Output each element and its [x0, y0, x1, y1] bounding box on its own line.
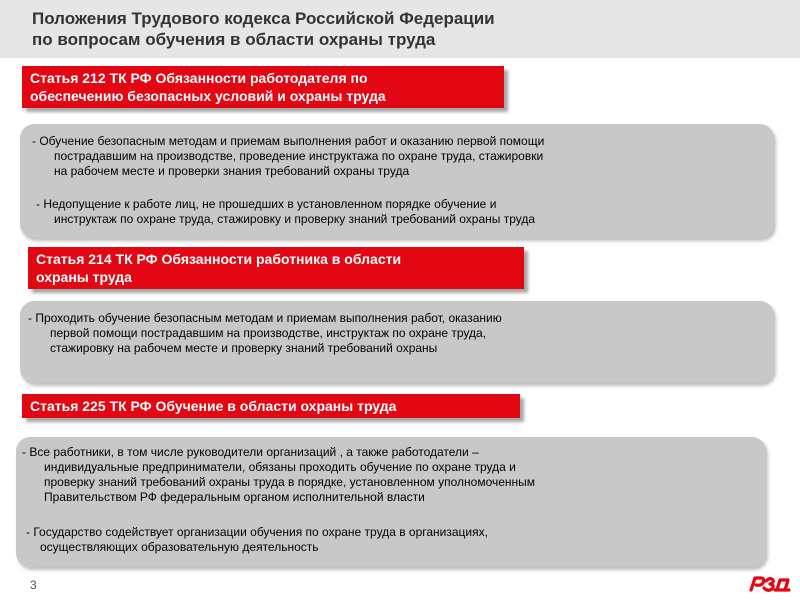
bullet-line: - Недопущение к работе лиц, не прошедших в установленном порядке обучение и	[36, 197, 497, 211]
article-214-heading	[28, 247, 524, 289]
page-title	[32, 8, 732, 50]
bullet-line: - Проходить обучение безопасным методам и приемам выполнения работ, оказанию	[28, 311, 502, 325]
article-212-heading-line-1: Статья 212 ТК РФ Обязанности работодателя по	[30, 70, 368, 86]
header-band	[0, 0, 800, 58]
article-225-bullet-1	[22, 445, 535, 505]
article-214-box	[20, 301, 774, 383]
bullet-line: Правительством РФ федеральным органом исполнительной власти	[44, 490, 425, 504]
bullet-line: стажировку на рабочем месте и проверку знаний требований охраны	[50, 341, 438, 355]
bullet-line: пострадавшим на производстве, проведение инструктажа по охране труда, стажировки	[54, 149, 544, 163]
bullet-line: индивидуальные предприниматели, обязаны проходить обучение по охране труда и	[44, 460, 516, 474]
page-number: 3	[30, 578, 37, 592]
rzd-logo-icon	[748, 572, 792, 599]
article-214-bullet-1	[28, 311, 502, 356]
bullet-line: первой помощи пострадавшим на производстве, инструктаж по охране труда,	[50, 326, 487, 340]
bullet-line: - Обучение безопасным методам и приемам выполнения работ и оказанию первой помощи	[32, 134, 545, 148]
page-title-line-2: по вопросам обучения в области охраны труда	[32, 30, 436, 49]
article-212-box	[20, 124, 774, 238]
article-212-bullet-1	[32, 134, 544, 179]
bullet-line: на рабочем месте и проверки знания требований охраны труда	[54, 164, 410, 178]
bullet-line: - Все работники, в том числе руководители организаций , а также работодатели –	[22, 445, 479, 459]
page-title-line-1: Положения Трудового кодекса Российской Федерации	[32, 9, 495, 28]
article-225-heading-line-1: Статья 225 ТК РФ Обучение в области охраны труда	[30, 398, 397, 414]
article-214-heading-line-1: Статья 214 ТК РФ Обязанности работника в области	[36, 251, 402, 267]
article-225-bullet-2	[26, 525, 488, 555]
bullet-line: инструктаж по охране труда, стажировку и проверку знаний требований охраны труда	[54, 212, 536, 226]
article-212-heading-line-2: обеспечению безопасных условий и охраны труда	[30, 88, 386, 104]
bullet-line: проверку знаний требований охраны труда в порядке, установленном уполномоченным	[44, 475, 536, 489]
article-225-heading	[22, 394, 520, 418]
bullet-line: - Государство содействует организации обучения по охране труда в организациях,	[26, 525, 488, 539]
bullet-line: осуществляющих образовательную деятельность	[40, 540, 319, 554]
article-214-heading-line-2: охраны труда	[36, 269, 132, 285]
article-225-box	[16, 437, 766, 567]
article-212-bullet-2	[36, 197, 535, 227]
article-212-heading	[22, 66, 504, 108]
